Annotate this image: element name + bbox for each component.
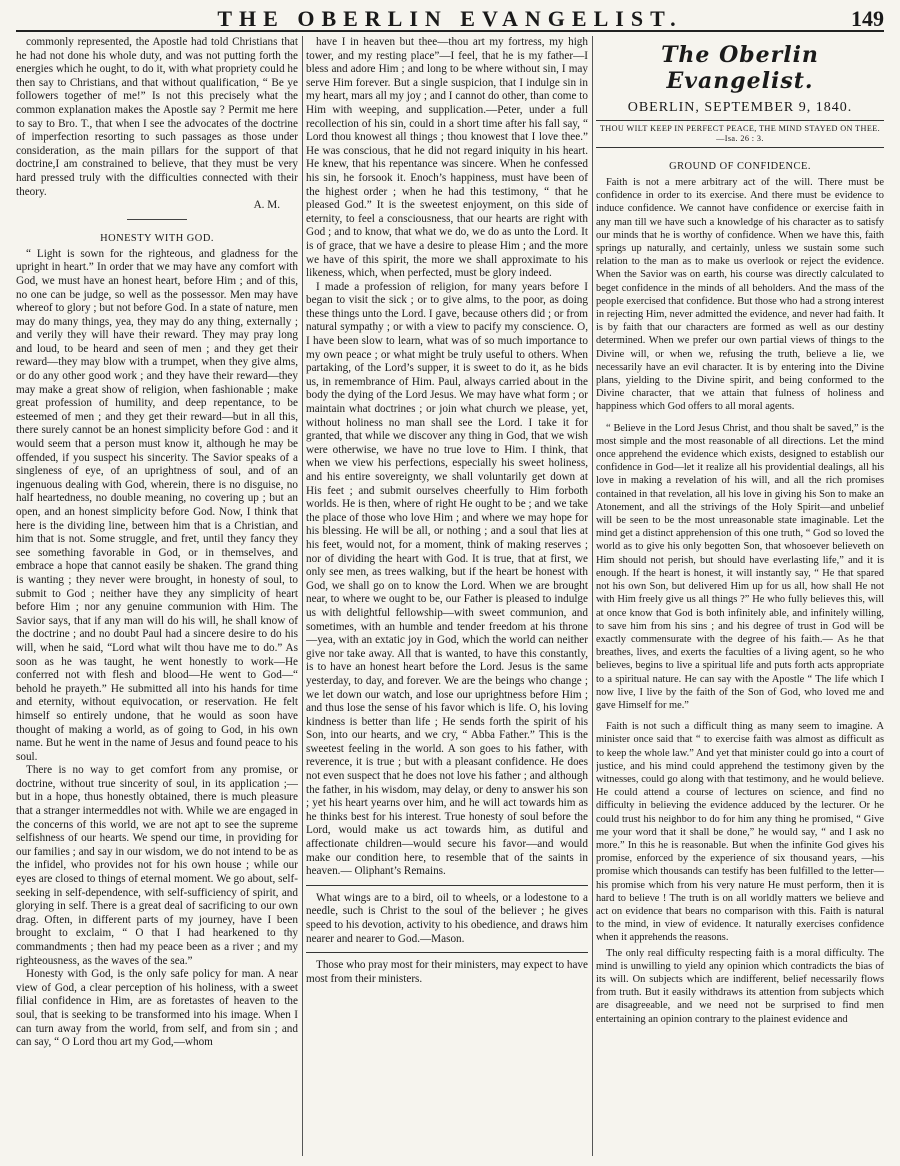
article-paragraph: commonly represented, the Apostle had told Christians that he had not done his whole duty, and was not putting forth the energies which he ought, to do it, with what propriety could he then say to Christians, and that without qualification, “ Be ye followers together of me!” Is not this precisely what the common explanation makes the Apostle say ? Permit me here to say to Bro. T., that when I see the advocates of the doctrine of imperfection resorting to such passages as those under consideration, as the main pillars for the support of that doctrine,I am constrained to believe, that they must be very hard pressed truly with the difficulties connected with their theory.	[16, 36, 298, 198]
article-heading: GROUND OF CONFIDENCE.	[669, 161, 811, 172]
article-paragraph: There is no way to get comfort from any promise, or doctrine, without true sincerity of soul, in its application ;—but in a hope, thus honestly obtained, there is much pleasure that a stranger intermeddles not with. While we are engaged in the concerns of this world, we are not apt to see the supreme selfishness of our hearts. We spend our time, in providing for our families ; and say in our wisdom, we do not intend to be as the infidel, who provides not for his own house ; while our eyes are closed to things of eternal moment. We go about, self-seeking in self-dependence, with self-sufficiency of spirit, and glorying in self. There is a great deal of sacrificing to our own drag. Often, in different parts of my journey, have I been brought to exclaim, “ O that I had hearkened to thy commandments ; then had my peace been as a river ; and my righteousness, as the waves of the sea.”	[16, 764, 298, 967]
paper-title: THE OBERLIN EVANGELIST.	[217, 6, 683, 31]
column-3	[596, 36, 884, 1160]
page-number: 149	[851, 6, 884, 31]
divider	[127, 219, 187, 220]
paper-nameplate: The Oberlin Evangelist.	[661, 42, 819, 94]
article-paragraph: What wings are to a bird, oil to wheels, or a lodestone to a needle, such is Christ to the soul of the believer ; he gives speed to his devotion, activity to his obedience, and draws him nearer and nearer to God.—Mason.	[306, 891, 588, 945]
article-paragraph: Faith is not a mere arbitrary act of the will. There must be confidence in order to its exercise. And there must be evidence to induce confidence. We cannot have confidence or exercise faith in any man till we have such a knowledge of his character as to satisfy our minds that he is worthy of confidence. When we have this, faith springs up naturally, and certainly, unless we sustain some such relation to the man as to make us overlook or reject the evidence. When the Savior was on earth, his course was directly calculated to beget confidence in the minds of all beholders. And the mass of the people exercised that confidence. But those who had a strong interest in rejecting Him, never admitted the evidence, and never had faith. It is by faith that our characters are formed as well as our destiny determined. When we prefer our own partial views of things to the Divine will, or when we, refusing the truth, believe a lie, we necessarily have an evil character. It is by entering into the Divine plans, yielding to the Divine spirit, and being conformed to the Divine character, that we attain that fulness of holiness and happiness which God offers to all moral agents.	[596, 177, 884, 413]
motto: THOU WILT KEEP IN PERFECT PEACE, THE MIND STAYED ON THEE.—Isa. 26 : 3.	[596, 120, 884, 148]
dateline: OBERLIN, SEPTEMBER 9, 1840.	[627, 100, 853, 115]
article-paragraph: Those who pray most for their ministers, may expect to have most from their ministers.	[306, 959, 588, 985]
article-paragraph: Faith is not such a difficult thing as many seem to imagine. A minister once said that “ to exercise faith was almost as difficult as to keep the whole law.” And yet that minister could go into a court of justice, and his mind could apprehend the testimony given by the witnesses, could go along with that testimony, and he would believe. He could attend a course of lectures on science, and find no difficulty in believing the evidence adduced by the lecturer. Or he could trust his neighbor to do for him any thing he promised, “ Give me your word that it shall be done,” he would say, “ and I ask no more.” In this he is reasonable. But when the infinite God gives his promise, enforced by the experience of six thousand years, —his promise which thousands can testify has been fulfilled to the letter—his promise which from his very nature He must perform, then it is hard to believe ! The truth is on all worldly matters we believe and act on evidence that bears no comparison with this. Faith is natural to the mind, in view of evidence. It naturally exercises confidence when it apprehends the reasons.	[596, 721, 884, 944]
article-heading: HONESTY WITH GOD.	[100, 232, 214, 244]
article-paragraph: have I in heaven but thee—thou art my fortress, my high tower, and my resting place”—I feel, that he is my father—I bless and adore Him ; and long to be where without sin, I may serve Him forever. But a single suspicion, that I indulge sin in my heart, mars all my joy ; and I cannot do other, than come to Him with weeping, and supplication.—Peter, under a full recollection of his sin, could in a short time after his fall say, “ Lord thou knowest all things ; thou knowest that I love thee.” He was conscious, that he did not regard iniquity in his heart. He knew, that his repentance was sincere. When he confessed his sin, he forsook it. Enoch’s happiness, must have been of the highest order ; when he had this testimony, “ that he pleased God.” It is the sweetest enjoyment, on this side of eternity, to feel a consciousness, that our hearts are right with God ; and to know, that what we do, we do as unto the Lord. It is of grace, that we have a desire to please Him ; and the more we have of this spirit, the more we shall approximate to his likeness, which, when perfected, must be glory indeed.	[306, 36, 588, 280]
author-signature: A. M.	[253, 199, 280, 212]
divider	[306, 952, 588, 953]
masthead	[16, 6, 884, 32]
signature-line	[16, 199, 298, 213]
article-paragraph: “ Light is sown for the righteous, and gladness for the upright in heart.” In order that we may have any comfort with God, we must have an honest heart, before Him ; and of this, no one can be judge, so well as the possessor. Men may have whereof to glory ; but not before God. In a state of nature, men may do many things, yea, they may do any thing, externally ; and verily they will have their reward. They may pray long and loud, to be heard and seen of men ; and they get their reward—they may blow with a trumpet, when they give alms, or do any other good work ; and they have their reward—they may make a great show of religion, when fashionable ; make great profession of humility, and deep repentance, to be esteemed of men ; and they get their reward—but in all this, there surely cannot be an honest simplicity before God : and it would seem that a person must know it, although he may be offended, if you suspect his sincerity. The Savior speaks of a singleness of eye, of an uprightness of soul, and of an ingenuous dealing with God, wherein, there is no disguise, no half heartedness, no double meaning, no covering up ; but an open, and an honest simplicity before God. Now, I think that here is the dividing line, between him that is a Christian, and him that is not. Some struggle, and fret, until they fancy they see something favorable in God, or in themselves, and embrace a hope that cannot easily be shaken. The grand thing is wanting ; they never were brought, in honesty of soul, to submit to God ; neither have they any simplicity of heart before Him ; nor any genuine communion with Him. The Savior says, that if any man will do his will, he shall know of the doctrine ; and no doubt Paul had a sincere desire to do his will, when he said, “Lord what wilt thou have me to do.” As soon as he was taught, he went honestly to work—He conferred not with flesh and blood—He went to God—“ behold he prayeth.” He submitted all into his hands for time and eternity, without equivocation, or reservation. He felt himself so entirely undone, that he would as soon have thought of making a world, as of going to God, in his own name. But he went in the name of Jesus and found peace to his soul.	[16, 247, 298, 763]
column-rule	[592, 36, 593, 1156]
article-paragraph: The only real difficulty respecting faith is a moral difficulty. The mind is unwilling to yield any opinion which contradicts the bias of its will. On subjects which are indifferent, belief necessarily flows from truth. But it easily withdraws its attention from subjects which are disagreeable, and we need not be surprised to find men entertaining an opinion contrary to the plainest evidence and	[596, 947, 884, 1025]
column-1	[16, 36, 298, 1160]
column-rule	[302, 36, 303, 1156]
article-paragraph: I made a profession of religion, for many years before I began to visit the sick ; or to give alms, to the poor, as doing these things unto the Lord. I gave, because others did ; or from natural sympathy ; or with a view to pacify my conscience. O, I have been slow to learn, what was of so much importance to my own peace ; or what might be truly useful to others. When partaking, of the Lord’s supper, it is sweet to do it, as he bids us, in remembrance of Him. Paul, always carried about in the body the dying of the Lord Jesus. We may have what form ; or maintain what doctrines ; or join what church we please, yet, without holiness no man shall see the Lord. I take it for granted, that while we discover any thing in God, that we wish were otherwise, we have no true love to Him. I think, that when we view his perfections, especially his sweet holiness, and his entire sovereignty, we shall voluntarily get down at His feet ; and submit ourselves cheerfully to Him forboth worlds. He is then, where of right He ought to be ; and we take the place of those who love Him ; and where we may hope for his blessing. He will be all, or nothing ; and a soul that lies at his feet, would not, for a moment, think of making reserves ; nor of dividing the heart with God. It is true, that at first, we only see men, as trees walking, but if the heart be honest with God, we shall go on to know the Lord. When we are brought near, to where we ought to be, our Father is pleased to indulge us with delightful fellowship—with sweet communion, and sometimes, with an humble and tender freedom at his throne—yea, with an extatic joy in God, which the world can neither give nor take away. All that is wanted, to have this constantly, is to have an honest heart before the Lord. Jesus is the same yesterday, to day, and forever. We are the beings who change ; we let down our watch, and lose our uprightness before Him ; and thus lose the sense of his favor which is life. O, his loving kindness is better than life ; He sends forth the spirit of his Son, into our hearts, and we cry, “ Abba Father.” This is the sweetest feeling in the world. A son goes to his father, with reverence, it is true ; but with a pleasant confidence. He does not even suspect that he does not love his father ; and although the father, in his wisdom, may delay, or deny to answer his son ; yet his heart yearns over him, and he will act towards him as he thinks best for his interest. True honesty of soul before the Lord, would make us act towards him, as dutiful and affectionate children—would secure his favor—and would make our condition here, to resemble that of the saints in heaven.— Oliphant’s Remains.	[306, 280, 588, 878]
article-paragraph: “ Believe in the Lord Jesus Christ, and thou shalt be saved,” is the most simple and the most reasonable of all directions. Let the mind once apprehend the evidence which exists, designed to establish our confidence in God—let it realize all his providential dealings, all his love in making a revelation of his will, and all the rich promises contained in that revelation, all his love in giving his Son to make an Atonement, and all the strivings of the Holy Spirit—and unbelief will be seen to be the most unreasonable state imaginable. Let the mind get a distinct apprehension of this one truth, “ God so loved the world as to give his only begotten Son, that whosoever believeth on Him should not perish, but should have everlasting life,” and it is enough. If the heart is honest, it will instantly say, “ He that spared not his own Son, but delivered Him up for us all, how shall He not with Him freely give us all things ?” He who fully believes this, will at once know that God is both infinitely able, and infinitely willing, to save him from his sins ; and his degree of trust in God will be exactly commensurate with the degree of his faith.— As he that breathes, lives, and exerts the faculties of a living agent, so he who believes, begins to live a spiritual life and puts forth acts appropriate to a spiritual nature. He can say with the Apostle “ The life which I now live, I live by the faith of the Son of God, who loved me and gave Himself for me.”	[596, 422, 884, 711]
divider	[306, 885, 588, 886]
column-2	[306, 36, 588, 1160]
article-paragraph: Honesty with God, is the only safe policy for man. A near view of God, a clear perception of his holiness, with a sweet filial confidence in Him, are as foretastes of heaven to the soul, that is seeking to be transformed into his image. When I can turn away from the world, from self, and from sin ; and can say, “ O Lord thou art my God,—whom	[16, 968, 298, 1049]
